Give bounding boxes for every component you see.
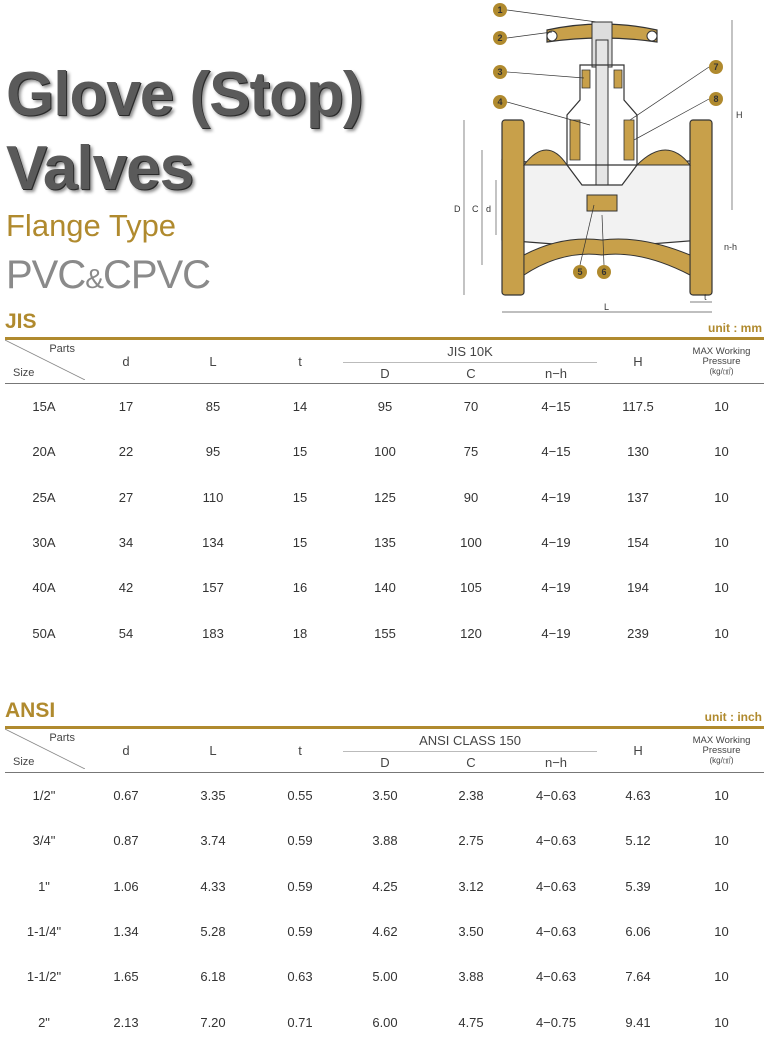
table-cell: 7.20 [200, 1014, 226, 1030]
table-cell: 2" [38, 1014, 50, 1030]
table-cell: 4−0.63 [535, 833, 577, 849]
table-cell: 3.88 [458, 969, 484, 985]
table-cell: 2.38 [458, 788, 484, 804]
col-max-pressure: MAX Working Pressure (kg/㎠) [692, 734, 751, 765]
table-cell: 130 [627, 444, 649, 460]
table-cell: 10 [714, 1014, 729, 1030]
table-cell: 154 [627, 535, 649, 551]
table-cell: 2.13 [113, 1014, 139, 1030]
table-cell: 90 [463, 489, 479, 505]
table-cell: 4.33 [200, 878, 226, 894]
table-cell: 4−19 [541, 489, 571, 505]
table-cell: 5.28 [200, 924, 226, 940]
table-cell: 1-1/4" [26, 924, 62, 940]
table-row [5, 773, 764, 819]
table-cell: 6.00 [372, 1014, 398, 1030]
table-cell: 5.12 [625, 833, 651, 849]
table-cell: 4−19 [541, 580, 571, 596]
table-cell: 42 [118, 580, 134, 596]
table-cell: 16 [292, 580, 308, 596]
ansi-title: ANSI [5, 699, 56, 722]
table-cell: 95 [205, 444, 221, 460]
table-cell: 1/2" [32, 788, 56, 804]
table-cell: 85 [205, 399, 221, 415]
table-cell: 137 [627, 489, 649, 505]
table-cell: 4−19 [541, 625, 571, 641]
callout-7: 7 [713, 62, 719, 72]
col-d: d [122, 743, 130, 758]
dim-t: t [704, 292, 707, 302]
table-row [5, 999, 764, 1044]
table-cell: 14 [292, 399, 308, 415]
table-cell: 100 [374, 444, 396, 460]
table-cell: 10 [714, 924, 729, 940]
table-cell: 2.75 [458, 833, 484, 849]
table-cell: 6.06 [625, 924, 651, 940]
ansi-group-header: ANSI CLASS 150 [343, 729, 597, 752]
table-cell: 117.5 [622, 399, 654, 415]
table-cell: 134 [202, 535, 224, 551]
table-cell: 1.06 [113, 878, 139, 894]
table-row [5, 565, 764, 610]
table-cell: 3.88 [372, 833, 398, 849]
col-D: D [380, 754, 390, 770]
table-row [5, 864, 764, 909]
right-flange [690, 120, 712, 295]
subtitle: Flange Type [6, 208, 177, 243]
table-cell: 10 [714, 399, 729, 415]
table-cell: 15 [292, 489, 308, 505]
table-cell: 3.35 [200, 788, 226, 804]
dim-L: L [604, 302, 610, 312]
material-pvc: PVC [6, 253, 86, 297]
table-cell: 17 [118, 399, 134, 415]
material-ampersand: & [85, 263, 103, 294]
table-cell: 4−19 [541, 535, 571, 551]
table-cell: 194 [627, 580, 649, 596]
table-cell: 50A [32, 625, 56, 641]
table-row [5, 909, 764, 954]
table-cell: 34 [118, 535, 134, 551]
table-cell: 75 [463, 444, 479, 460]
col-H: H [633, 354, 643, 369]
callout-4: 4 [497, 97, 503, 107]
callout-2: 2 [497, 33, 503, 43]
table-cell: 18 [292, 625, 308, 641]
col-d: d [122, 354, 130, 369]
col-D: D [380, 365, 390, 381]
table-row [5, 520, 764, 565]
table-cell: 4−0.75 [535, 1014, 577, 1030]
col-L: L [209, 354, 217, 369]
table-row [5, 475, 764, 520]
table-cell: 5.39 [625, 878, 651, 894]
size-label: Size [13, 756, 35, 768]
table-cell: 4−0.63 [535, 969, 577, 985]
table-cell: 3/4" [32, 833, 56, 849]
col-H: H [633, 743, 643, 758]
ansi-corner-header [5, 729, 83, 773]
table-cell: 30A [32, 535, 56, 551]
table-cell: 10 [714, 580, 729, 596]
jis-title: JIS [5, 310, 37, 333]
table-cell: 10 [714, 788, 729, 804]
table-cell: 5.00 [372, 969, 398, 985]
dim-nh: n-h [724, 242, 738, 252]
table-cell: 4.75 [458, 1014, 484, 1030]
table-cell: 3.50 [372, 788, 398, 804]
table-cell: 25A [32, 489, 56, 505]
table-cell: 135 [374, 535, 396, 551]
table-cell: 22 [118, 444, 134, 460]
table-cell: 105 [460, 580, 482, 596]
table-cell: 6.18 [200, 969, 226, 985]
table-cell: 0.71 [287, 1014, 313, 1030]
jis-table [5, 340, 764, 656]
stem [596, 40, 608, 200]
table-cell: 4−0.63 [535, 924, 577, 940]
table-cell: 0.59 [287, 833, 313, 849]
table-cell: 10 [714, 969, 729, 985]
jis-group-header: JIS 10K [343, 340, 597, 363]
title-line-2: Valves [6, 134, 194, 203]
jis-corner-header [5, 340, 83, 384]
left-flange [502, 120, 524, 295]
table-cell: 9.41 [625, 1014, 651, 1030]
col-t: t [298, 743, 302, 758]
callout-5: 5 [577, 267, 583, 277]
table-cell: 10 [714, 535, 729, 551]
table-row [5, 384, 764, 430]
col-C: C [466, 365, 476, 381]
table-cell: 15 [292, 535, 308, 551]
col-nh: n−h [544, 754, 568, 770]
table-cell: 27 [118, 489, 134, 505]
table-cell: 4.63 [625, 788, 651, 804]
valve-diagram [452, 0, 752, 318]
material-cpvc: CPVC [102, 253, 211, 297]
table-cell: 157 [202, 580, 224, 596]
table-cell: 4−0.63 [535, 788, 577, 804]
callout-3: 3 [497, 67, 503, 77]
table-cell: 7.64 [625, 969, 651, 985]
table-cell: 70 [463, 399, 479, 415]
table-cell: 4−0.63 [535, 878, 577, 894]
table-cell: 10 [714, 444, 729, 460]
table-cell: 100 [460, 535, 482, 551]
material-label [6, 253, 210, 298]
parts-label: Parts [49, 732, 75, 744]
table-cell: 10 [714, 489, 729, 505]
dim-H: H [736, 110, 743, 120]
table-cell: 183 [202, 625, 224, 641]
parts-label: Parts [49, 343, 75, 355]
table-cell: 125 [374, 489, 396, 505]
jis-unit: unit : mm [708, 321, 762, 335]
table-cell: 120 [460, 625, 482, 641]
valve-disc [587, 195, 617, 211]
table-cell: 10 [714, 625, 729, 641]
callout-1: 1 [497, 5, 503, 15]
table-cell: 1.34 [113, 924, 139, 940]
table-cell: 10 [714, 878, 729, 894]
ansi-table [5, 729, 764, 1045]
col-L: L [209, 743, 217, 758]
col-t: t [298, 354, 302, 369]
table-cell: 0.55 [287, 788, 313, 804]
dim-D: D [454, 204, 461, 214]
table-cell: 0.87 [113, 833, 139, 849]
table-cell: 4−15 [541, 399, 571, 415]
table-cell: 0.63 [287, 969, 313, 985]
table-cell: 0.59 [287, 924, 313, 940]
size-label: Size [13, 367, 35, 379]
table-cell: 95 [377, 399, 393, 415]
table-cell: 4−15 [541, 444, 571, 460]
ansi-unit: unit : inch [704, 710, 762, 724]
table-cell: 155 [374, 625, 396, 641]
col-C: C [466, 754, 476, 770]
table-cell: 15A [32, 399, 56, 415]
table-cell: 0.67 [113, 788, 139, 804]
table-cell: 0.59 [287, 878, 313, 894]
table-cell: 239 [627, 625, 649, 641]
table-cell: 1.65 [113, 969, 139, 985]
callout-6: 6 [601, 267, 607, 277]
table-row [5, 429, 764, 474]
col-nh: n−h [544, 365, 568, 381]
table-row [5, 610, 764, 655]
table-cell: 3.50 [458, 924, 484, 940]
table-row [5, 818, 764, 863]
col-max-pressure: MAX Working Pressure (kg/㎠) [692, 345, 751, 376]
table-row [5, 954, 764, 999]
table-cell: 4.25 [372, 878, 398, 894]
table-cell: 110 [202, 489, 224, 505]
dim-C: C [472, 204, 479, 214]
table-cell: 15 [292, 444, 308, 460]
table-cell: 140 [374, 580, 396, 596]
table-cell: 1-1/2" [26, 969, 62, 985]
table-cell: 20A [32, 444, 56, 460]
table-cell: 54 [118, 625, 134, 641]
table-cell: 1" [38, 878, 50, 894]
title-line-1: Glove (Stop) [6, 60, 363, 129]
table-cell: 10 [714, 833, 729, 849]
table-cell: 40A [32, 580, 56, 596]
table-cell: 4.62 [372, 924, 398, 940]
callout-8: 8 [713, 94, 719, 104]
dim-d: d [486, 204, 492, 214]
table-cell: 3.74 [200, 833, 226, 849]
table-cell: 3.12 [458, 878, 484, 894]
